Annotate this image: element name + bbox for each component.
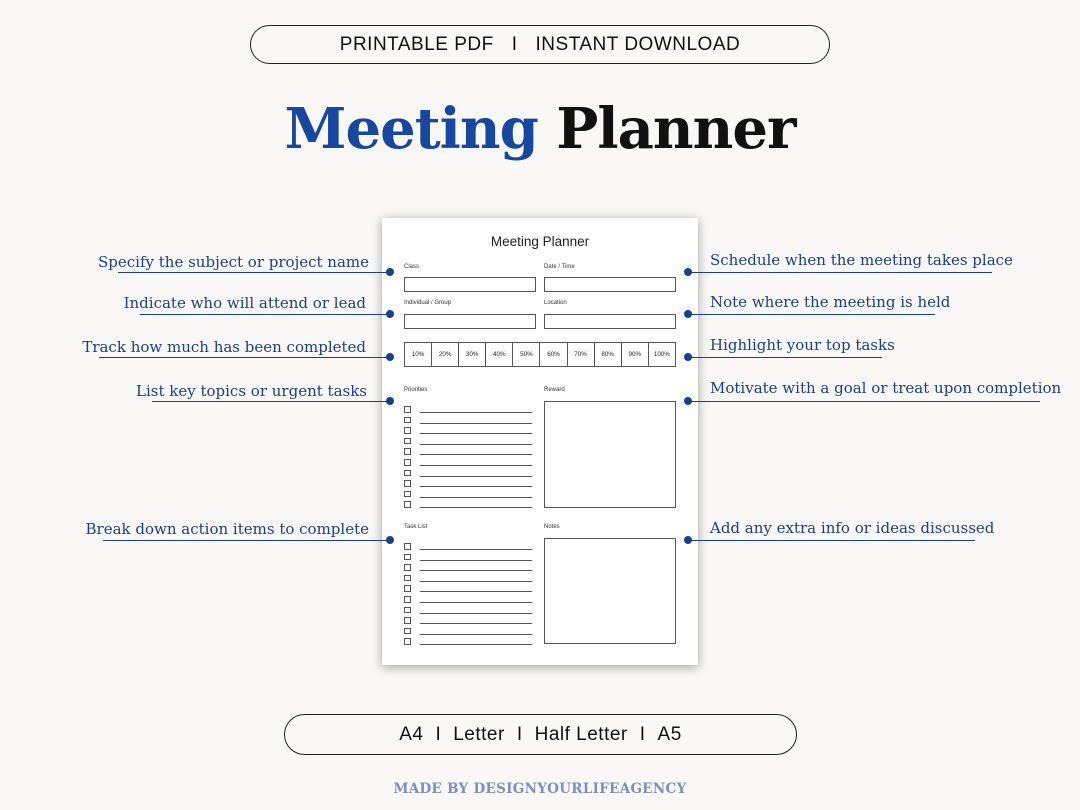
annotation-left-subject [98, 253, 369, 271]
progress-cell: 90% [622, 343, 649, 366]
checkbox-icon [404, 417, 411, 424]
annotation-right-location [710, 293, 950, 311]
format-a4: A4 [399, 723, 424, 745]
writing-line [420, 623, 532, 624]
annotation-text: Motivate with a goal or treat upon completion [710, 379, 1062, 397]
writing-line [420, 549, 532, 550]
checklist-row [404, 480, 532, 488]
checkbox-icon [404, 638, 411, 645]
annotation-underline [99, 357, 388, 358]
page-title [0, 96, 1080, 162]
annotation-right-schedule [710, 251, 1013, 269]
format-separator: I [639, 723, 646, 745]
annotation-text: Break down action items to complete [85, 520, 369, 538]
checklist-row [404, 406, 532, 414]
annotation-text: Specify the subject or project name [98, 253, 369, 271]
individual-group-label: Individual / Group [404, 300, 452, 306]
progress-cell: 20% [432, 343, 459, 366]
annotation-underline [118, 272, 388, 273]
individual-group-field [404, 314, 536, 329]
checklist-row [404, 427, 532, 435]
checklist-row [404, 417, 532, 425]
format-half-letter: Half Letter [534, 723, 628, 745]
annotation-left-progress [82, 338, 366, 356]
location-field [544, 314, 676, 329]
annotation-text: Indicate who will attend or lead [123, 294, 366, 312]
checklist-row [404, 596, 532, 604]
format-a5: A5 [657, 723, 682, 745]
checkbox-icon [404, 554, 411, 561]
title-part-planner: Planner [556, 96, 796, 162]
writing-line [420, 454, 532, 455]
writing-line [420, 581, 532, 582]
annotation-underline [688, 540, 975, 541]
reward-label: Reward [544, 387, 565, 393]
writing-line [420, 634, 532, 635]
writing-line [420, 486, 532, 487]
writing-line [420, 412, 532, 413]
class-field [404, 277, 536, 292]
checkbox-icon [404, 438, 411, 445]
progress-cell: 50% [513, 343, 540, 366]
checkbox-icon [404, 596, 411, 603]
checklist-row [404, 470, 532, 478]
checklist-row [404, 448, 532, 456]
notes-label: Notes [544, 524, 560, 530]
checklist-row [404, 638, 532, 646]
date-time-label: Date / Time [544, 264, 575, 270]
reward-box [544, 401, 676, 508]
checkbox-icon [404, 501, 411, 508]
annotation-underline [688, 272, 992, 273]
annotation-right-notes [710, 519, 994, 537]
progress-cell: 60% [540, 343, 567, 366]
annotation-dot [386, 268, 394, 276]
credit-text: MADE BY DESIGNYOURLIFEAGENCY [393, 781, 687, 797]
checklist-row [404, 575, 532, 583]
checkbox-icon [404, 427, 411, 434]
notes-box [544, 538, 676, 644]
annotation-dot [386, 353, 394, 361]
progress-cell: 70% [568, 343, 595, 366]
checklist-row [404, 491, 532, 499]
annotation-text: List key topics or urgent tasks [136, 382, 367, 400]
writing-line [420, 602, 532, 603]
task-list-label: Task List [404, 524, 428, 530]
document-title: Meeting Planner [490, 234, 590, 249]
title-part-meeting: Meeting [284, 96, 538, 162]
checkbox-icon [404, 564, 411, 571]
writing-line [420, 423, 532, 424]
header-separator: I [511, 33, 518, 55]
annotation-underline [103, 540, 388, 541]
progress-cell: 100% [653, 351, 670, 358]
annotation-text: Schedule when the meeting takes place [710, 251, 1013, 269]
checkbox-icon [404, 543, 411, 550]
annotation-underline [140, 314, 388, 315]
annotation-underline [152, 401, 388, 402]
checklist-row [404, 628, 532, 636]
checklist-row [404, 564, 532, 572]
checkbox-icon [404, 607, 411, 614]
annotation-underline [688, 401, 1040, 402]
class-label: Class [404, 264, 420, 270]
annotation-text: Highlight your top tasks [710, 336, 895, 354]
checklist-row [404, 617, 532, 625]
checkbox-icon [404, 470, 411, 477]
annotation-underline [688, 357, 882, 358]
writing-line [420, 465, 532, 466]
annotation-left-priorities [136, 382, 367, 400]
format-separator: I [516, 723, 523, 745]
writing-line [420, 560, 532, 561]
checklist-row [404, 585, 532, 593]
formats-banner [284, 714, 797, 755]
location-label: Location [544, 300, 567, 306]
progress-cell: 80% [595, 343, 622, 366]
writing-line [420, 644, 532, 645]
checkbox-icon [404, 406, 411, 413]
header-printable-pdf: PRINTABLE PDF [339, 33, 494, 55]
annotation-text: Track how much has been completed [82, 338, 366, 356]
writing-line [420, 476, 532, 477]
checkbox-icon [404, 448, 411, 455]
annotation-dot [386, 310, 394, 318]
checkbox-icon [404, 575, 411, 582]
writing-line [420, 444, 532, 445]
progress-tracker [404, 342, 676, 367]
annotation-right-top-tasks [710, 336, 895, 354]
checkbox-icon [404, 617, 411, 624]
planner-document-preview [382, 218, 698, 665]
header-banner [250, 25, 830, 64]
progress-cell: 40% [486, 343, 513, 366]
annotation-left-attendees [124, 294, 366, 312]
checklist-row [404, 543, 532, 551]
writing-line [420, 613, 532, 614]
format-separator: I [435, 723, 442, 745]
checklist-row [404, 438, 532, 446]
writing-line [420, 570, 532, 571]
checklist-row [404, 501, 532, 509]
progress-cell: 10% [405, 343, 432, 366]
priorities-label: Priorities [404, 387, 428, 393]
header-instant-download: INSTANT DOWNLOAD [535, 33, 741, 55]
annotation-underline [688, 314, 935, 315]
annotation-text: Note where the meeting is held [710, 293, 951, 311]
progress-cell: 30% [459, 343, 486, 366]
checkbox-icon [404, 628, 411, 635]
writing-line [420, 433, 532, 434]
checkbox-icon [404, 480, 411, 487]
date-time-field [544, 277, 676, 292]
writing-line [420, 497, 532, 498]
writing-line [420, 507, 532, 508]
annotation-left-tasks [86, 520, 369, 538]
checkbox-icon [404, 491, 411, 498]
checkbox-icon [404, 585, 411, 592]
checklist-row [404, 554, 532, 562]
checklist-row [404, 459, 532, 467]
writing-line [420, 591, 532, 592]
annotation-dot [386, 536, 394, 544]
annotation-right-reward [710, 379, 1061, 397]
annotation-text: Add any extra info or ideas discussed [710, 519, 995, 537]
format-letter: Letter [453, 723, 505, 745]
checklist-row [404, 607, 532, 615]
annotation-dot [386, 397, 394, 405]
checkbox-icon [404, 459, 411, 466]
